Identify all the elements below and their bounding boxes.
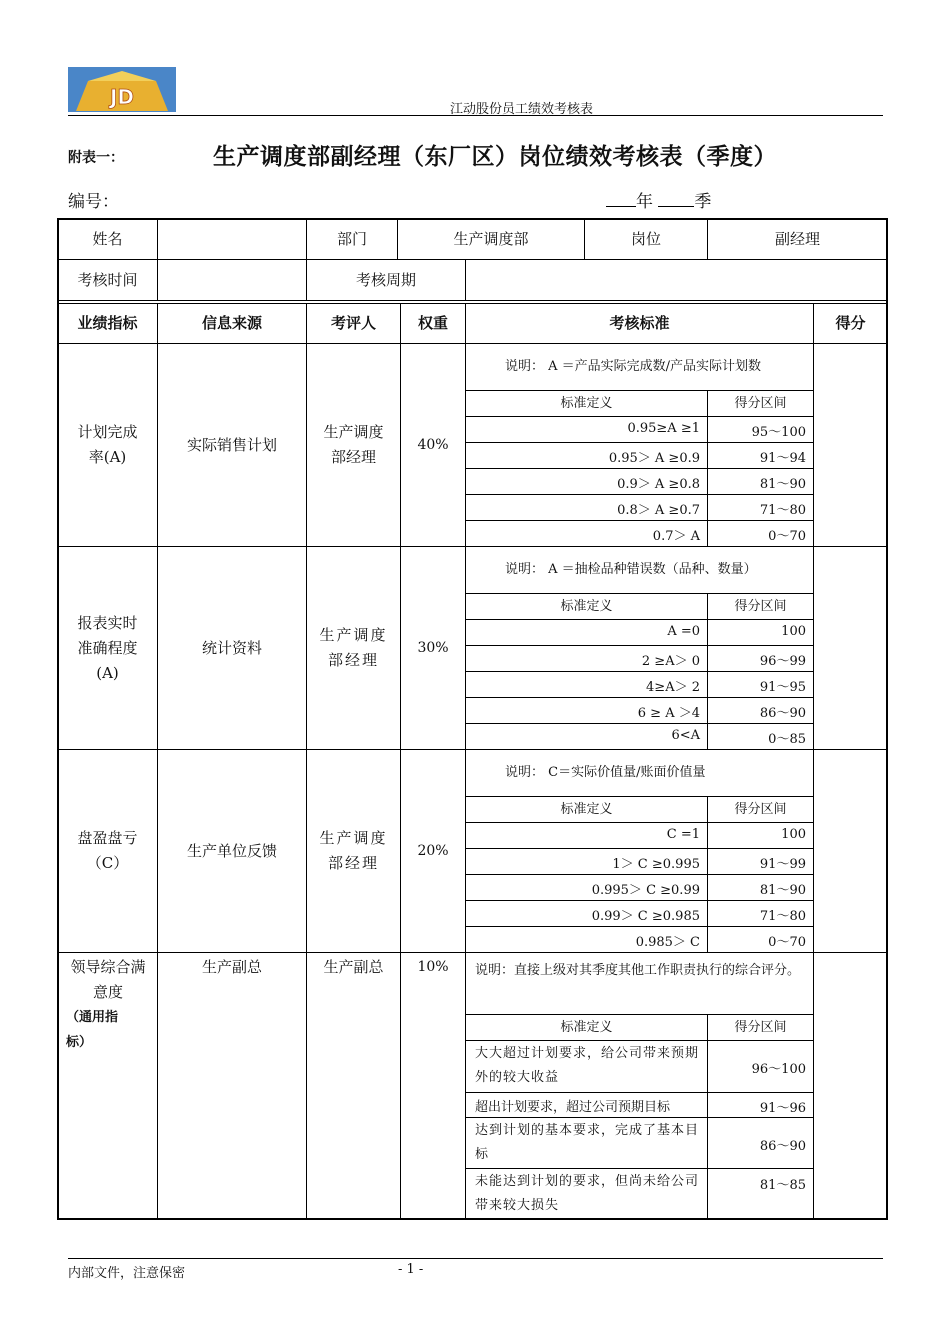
criteria-range: 100	[781, 624, 806, 639]
note-plan-completion: 说明： A ＝产品实际完成数/产品实际计划数	[505, 359, 762, 374]
criteria-def: 0.985＞ C	[635, 935, 700, 950]
note-report-accuracy: 说明： A ＝抽检品种错误数（品种、数量）	[505, 562, 757, 577]
evaluator-report-accuracy: 生产调度部经理	[319, 626, 388, 669]
criteria-range: 71～80	[759, 503, 806, 518]
criteria-range: 91～95	[759, 680, 806, 695]
weight-report-accuracy: 30%	[417, 639, 449, 656]
criteria-def: C =1	[666, 827, 700, 842]
std-def-header: 标准定义	[560, 396, 613, 411]
col-weight: 权重	[417, 314, 448, 332]
criteria-def: 0.99＞ C ≥0.985	[591, 909, 700, 924]
season-blank[interactable]	[658, 192, 694, 207]
source-leader-satisfaction: 生产副总	[201, 958, 262, 976]
col-standard: 考核标准	[609, 314, 670, 332]
criteria-range: 95～100	[751, 425, 806, 440]
source-report-accuracy: 统计资料	[201, 638, 262, 657]
confidential-note: 内部文件，注意保密	[68, 1266, 186, 1281]
evaluator-leader-satisfaction: 生产副总	[323, 958, 384, 976]
criteria-range: 0～85	[768, 732, 806, 747]
weight-inventory-variance: 20%	[417, 842, 449, 859]
period-label: 考核周期	[355, 270, 416, 289]
post-label: 岗位	[630, 229, 661, 248]
post-value: 副经理	[774, 229, 820, 248]
criteria-def: 0.95≥A ≥1	[627, 421, 700, 436]
criteria-range: 86～90	[759, 706, 806, 721]
criteria-range: 96～100	[751, 1062, 806, 1077]
criteria-def: 0.995＞ C ≥0.99	[591, 883, 700, 898]
weight-leader-satisfaction: 10%	[417, 959, 449, 975]
criteria-range: 0～70	[768, 529, 806, 544]
kpi-plan-completion: 计划完成率(A)	[77, 423, 138, 466]
std-def-header: 标准定义	[560, 1020, 613, 1035]
criteria-def: 未能达到计划的要求，但尚未给公司带来较大损失	[475, 1174, 700, 1213]
year-label: 年	[636, 192, 653, 212]
source-inventory-variance: 生产单位反馈	[186, 841, 277, 860]
criteria-range: 86～90	[759, 1139, 806, 1154]
criteria-def: 1＞ C ≥0.995	[612, 857, 700, 872]
criteria-range: 96～99	[759, 654, 806, 669]
header-divider	[68, 115, 883, 116]
page-title: 生产调度部副经理（东厂区）岗位绩效考核表（季度）	[213, 144, 777, 170]
time-label: 考核时间	[77, 270, 138, 289]
criteria-def: 6 ≥ A ＞4	[637, 706, 700, 721]
page-number: - 1 -	[398, 1262, 424, 1277]
criteria-range: 0～70	[768, 935, 806, 950]
kpi-leader-satisfaction: 领导综合满意度	[70, 958, 146, 1001]
std-range-header: 得分区间	[734, 1020, 787, 1035]
col-score: 得分	[835, 314, 866, 332]
svg-text:JD: JD	[109, 85, 135, 109]
evaluator-inventory-variance: 生产调度部经理	[319, 829, 388, 872]
criteria-range: 91～94	[759, 451, 806, 466]
source-plan-completion: 实际销售计划	[186, 435, 277, 454]
name-value[interactable]	[158, 219, 306, 259]
year-blank[interactable]	[606, 192, 636, 207]
criteria-def: 达到计划的基本要求，完成了基本目标	[475, 1123, 700, 1162]
criteria-range: 81～90	[759, 477, 806, 492]
kpi-leader-satisfaction-note: （通用指标）	[66, 1010, 119, 1050]
criteria-def: 2 ≥A＞ 0	[641, 654, 700, 669]
company-logo	[68, 67, 176, 112]
period-value[interactable]	[466, 260, 887, 300]
criteria-def: 0.95＞ A ≥0.9	[608, 451, 700, 466]
std-range-header: 得分区间	[734, 599, 787, 614]
footer-divider	[68, 1258, 883, 1259]
dept-value: 生产调度部	[453, 229, 529, 248]
std-range-header: 得分区间	[734, 802, 787, 817]
col-source: 信息来源	[201, 314, 262, 332]
criteria-def: A =0	[667, 624, 700, 639]
dept-label: 部门	[336, 229, 367, 248]
criteria-range: 100	[781, 827, 806, 842]
time-value[interactable]	[158, 260, 306, 300]
evaluator-plan-completion: 生产调度部经理	[323, 423, 384, 466]
criteria-range: 91～96	[759, 1101, 806, 1116]
std-def-header: 标准定义	[560, 802, 613, 817]
criteria-def: 6<A	[671, 728, 700, 743]
col-kpi: 业绩指标	[77, 314, 138, 332]
std-range-header: 得分区间	[734, 396, 787, 411]
year-season-field	[606, 187, 711, 212]
weight-plan-completion: 40%	[417, 436, 449, 453]
kpi-inventory-variance: 盘盈盘亏（C）	[77, 829, 138, 872]
criteria-def: 0.9＞ A ≥0.8	[617, 477, 700, 492]
appendix-label: 附表一：	[68, 150, 124, 166]
note-leader-satisfaction: 说明：直接上级对其季度其他工作职责执行的综合评分。	[475, 963, 801, 978]
number-label: 编号：	[68, 192, 119, 212]
kpi-report-accuracy: 报表实时准确程度(A)	[77, 613, 138, 682]
criteria-range: 81～85	[759, 1178, 806, 1193]
criteria-def: 超出计划要求，超过公司预期目标	[475, 1100, 671, 1115]
criteria-range: 91～99	[759, 857, 806, 872]
criteria-range: 81～90	[759, 883, 806, 898]
criteria-def: 4≥A＞ 2	[646, 680, 700, 695]
criteria-range: 71～80	[759, 909, 806, 924]
std-def-header: 标准定义	[560, 599, 613, 614]
name-label: 姓名	[92, 229, 123, 248]
season-label: 季	[694, 192, 712, 212]
criteria-def: 0.7＞ A	[652, 529, 700, 544]
note-inventory-variance: 说明： C＝实际价值量/账面价值量	[505, 765, 706, 780]
col-evaluator: 考评人	[330, 314, 376, 332]
criteria-def: 0.8＞ A ≥0.7	[617, 503, 700, 518]
criteria-def: 大大超过计划要求，给公司带来预期外的较大收益	[475, 1046, 700, 1085]
company-form-title: 江动股份员工绩效考核表	[450, 102, 594, 117]
